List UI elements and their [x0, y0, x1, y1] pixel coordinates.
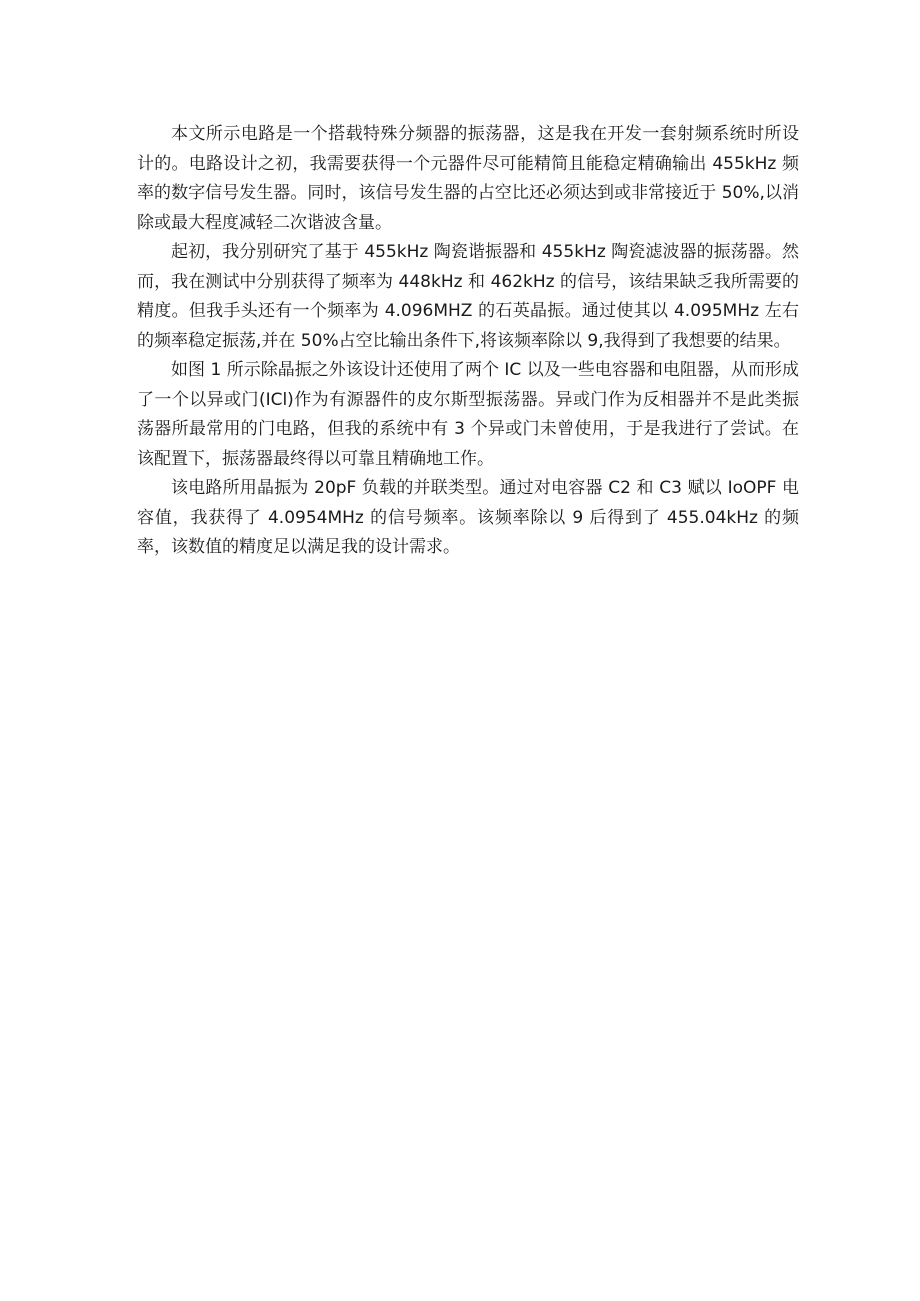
paragraph-4: 该电路所用晶振为 20pF 负载的并联类型。通过对电容器 C2 和 C3 赋以 IoOPF 电容值，我获得了 4.0954MHz 的信号频率。该频率除以 9 后得到了 455.04kHz 的频率，该数值的精度足以满足我的设计需求。 — [137, 478, 799, 557]
document-body — [137, 120, 799, 563]
paragraph-1: 本文所示电路是一个搭载特殊分频器的振荡器，这是我在开发一套射频系统时所设计的。电路设计之初，我需要获得一个元器件尽可能精简且能稳定精确输出 455kHz 频率的数字信号发生器。同时，该信号发生器的占空比还必须达到或非常接近于 50%,以消除或最大程度减轻二次谐波含量。 — [137, 124, 799, 233]
paragraph-2: 起初，我分别研究了基于 455kHz 陶瓷谐振器和 455kHz 陶瓷滤波器的振荡器。然而，我在测试中分别获得了频率为 448kHz 和 462kHz 的信号，该结果缺乏我所需要的精度。但我手头还有一个频率为 4.096MHZ 的石英晶振。通过使其以 4.095MHz 左右的频率稳定振荡,并在 50%占空比输出条件下,将该频率除以 9,我得到了我想要的结果。 — [137, 242, 799, 351]
paragraph-3: 如图 1 所示除晶振之外该设计还使用了两个 IC 以及一些电容器和电阻器，从而形成了一个以异或门(ICl)作为有源器件的皮尔斯型振荡器。异或门作为反相器并不是此类振荡器所最常用的门电路，但我的系统中有 3 个异或门未曾使用，于是我进行了尝试。在该配置下，振荡器最终得以可靠且精确地工作。 — [137, 360, 799, 469]
